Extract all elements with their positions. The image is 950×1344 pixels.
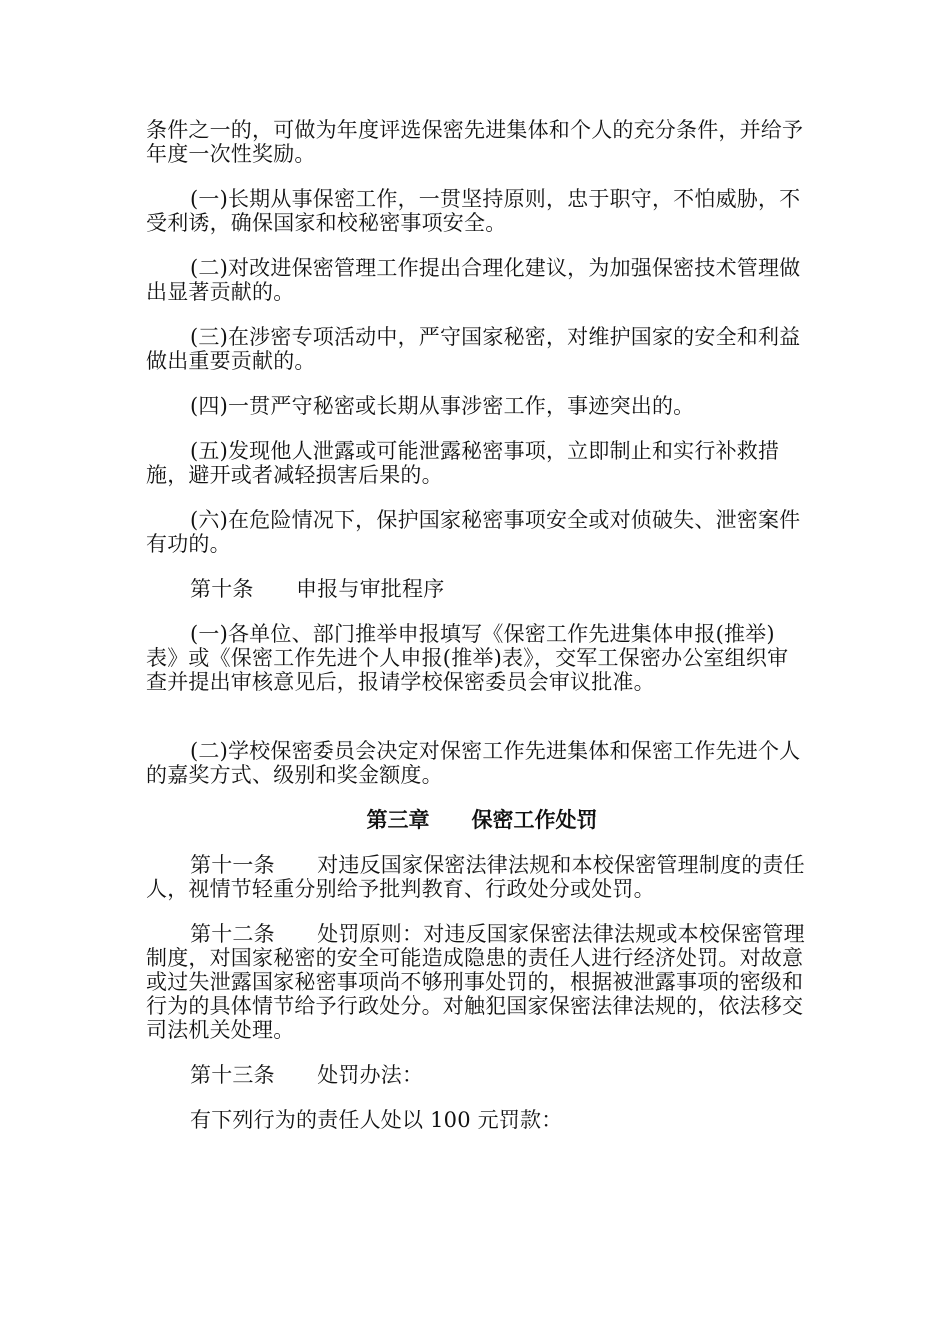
chapter-heading: 第三章 保密工作处罚: [366, 807, 598, 832]
paragraph-item-3: (三)在涉密专项活动中，严守国家秘密，对维护国家的安全和利益做出重要贡献的。: [146, 325, 801, 373]
paragraph-item-2: (二)对改进保密管理工作提出合理化建议，为加强保密技术管理做出显著贡献的。: [146, 256, 801, 304]
paragraph-article-13: 第十三条 处罚办法：: [190, 1063, 424, 1087]
article-10-title: 第十条 申报与审批程序: [190, 577, 445, 601]
paragraph-item-1: (一)长期从事保密工作，一贯坚持原则，忠于职守，不怕威胁，不受利诱，确保国家和校秘密事项安全。: [146, 187, 801, 235]
paragraph-article-12: 第十二条 处罚原则：对违反国家保密法律法规或本校保密管理制度，对国家秘密的安全可能造成隐患的责任人进行经济处罚。对故意或过失泄露国家秘密事项尚不够刑事处罚的，根据被泄露事项的密级和行为的具体情节给予行政处分。对触犯国家保密法律法规的，依法移交司法机关处理。: [146, 922, 805, 1042]
paragraph-procedure-1: (一)各单位、部门推举申报填写《保密工作先进集体申报(推举)表》或《保密工作先进个人申报(推举)表》，交军工保密办公室组织审查并提出审核意见后，报请学校保密委员会审议批准。: [146, 622, 789, 694]
paragraph-item-4: (四)一贯严守秘密或长期从事涉密工作，事迹突出的。: [190, 394, 695, 418]
paragraph-item-5: (五)发现他人泄露或可能泄露秘密事项，立即制止和实行补救措施，避开或者减轻损害后果的。: [146, 439, 780, 487]
paragraph-procedure-2: (二)学校保密委员会决定对保密工作先进集体和保密工作先进个人的嘉奖方式、级别和奖金额度。: [146, 739, 801, 787]
document-page: [146, 118, 806, 1153]
paragraph-award-conditions: 条件之一的，可做为年度评选保密先进集体和个人的充分条件，并给予年度一次性奖励。: [146, 118, 804, 166]
paragraph-fine-100: 有下列行为的责任人处以 100 元罚款：: [190, 1108, 563, 1132]
paragraph-article-11: 第十一条 对违反国家保密法律法规和本校保密管理制度的责任人，视情节轻重分别给予批判教育、行政处分或处罚。: [146, 853, 805, 901]
paragraph-item-6: (六)在危险情况下，保护国家秘密事项安全或对侦破失、泄密案件有功的。: [146, 508, 801, 556]
